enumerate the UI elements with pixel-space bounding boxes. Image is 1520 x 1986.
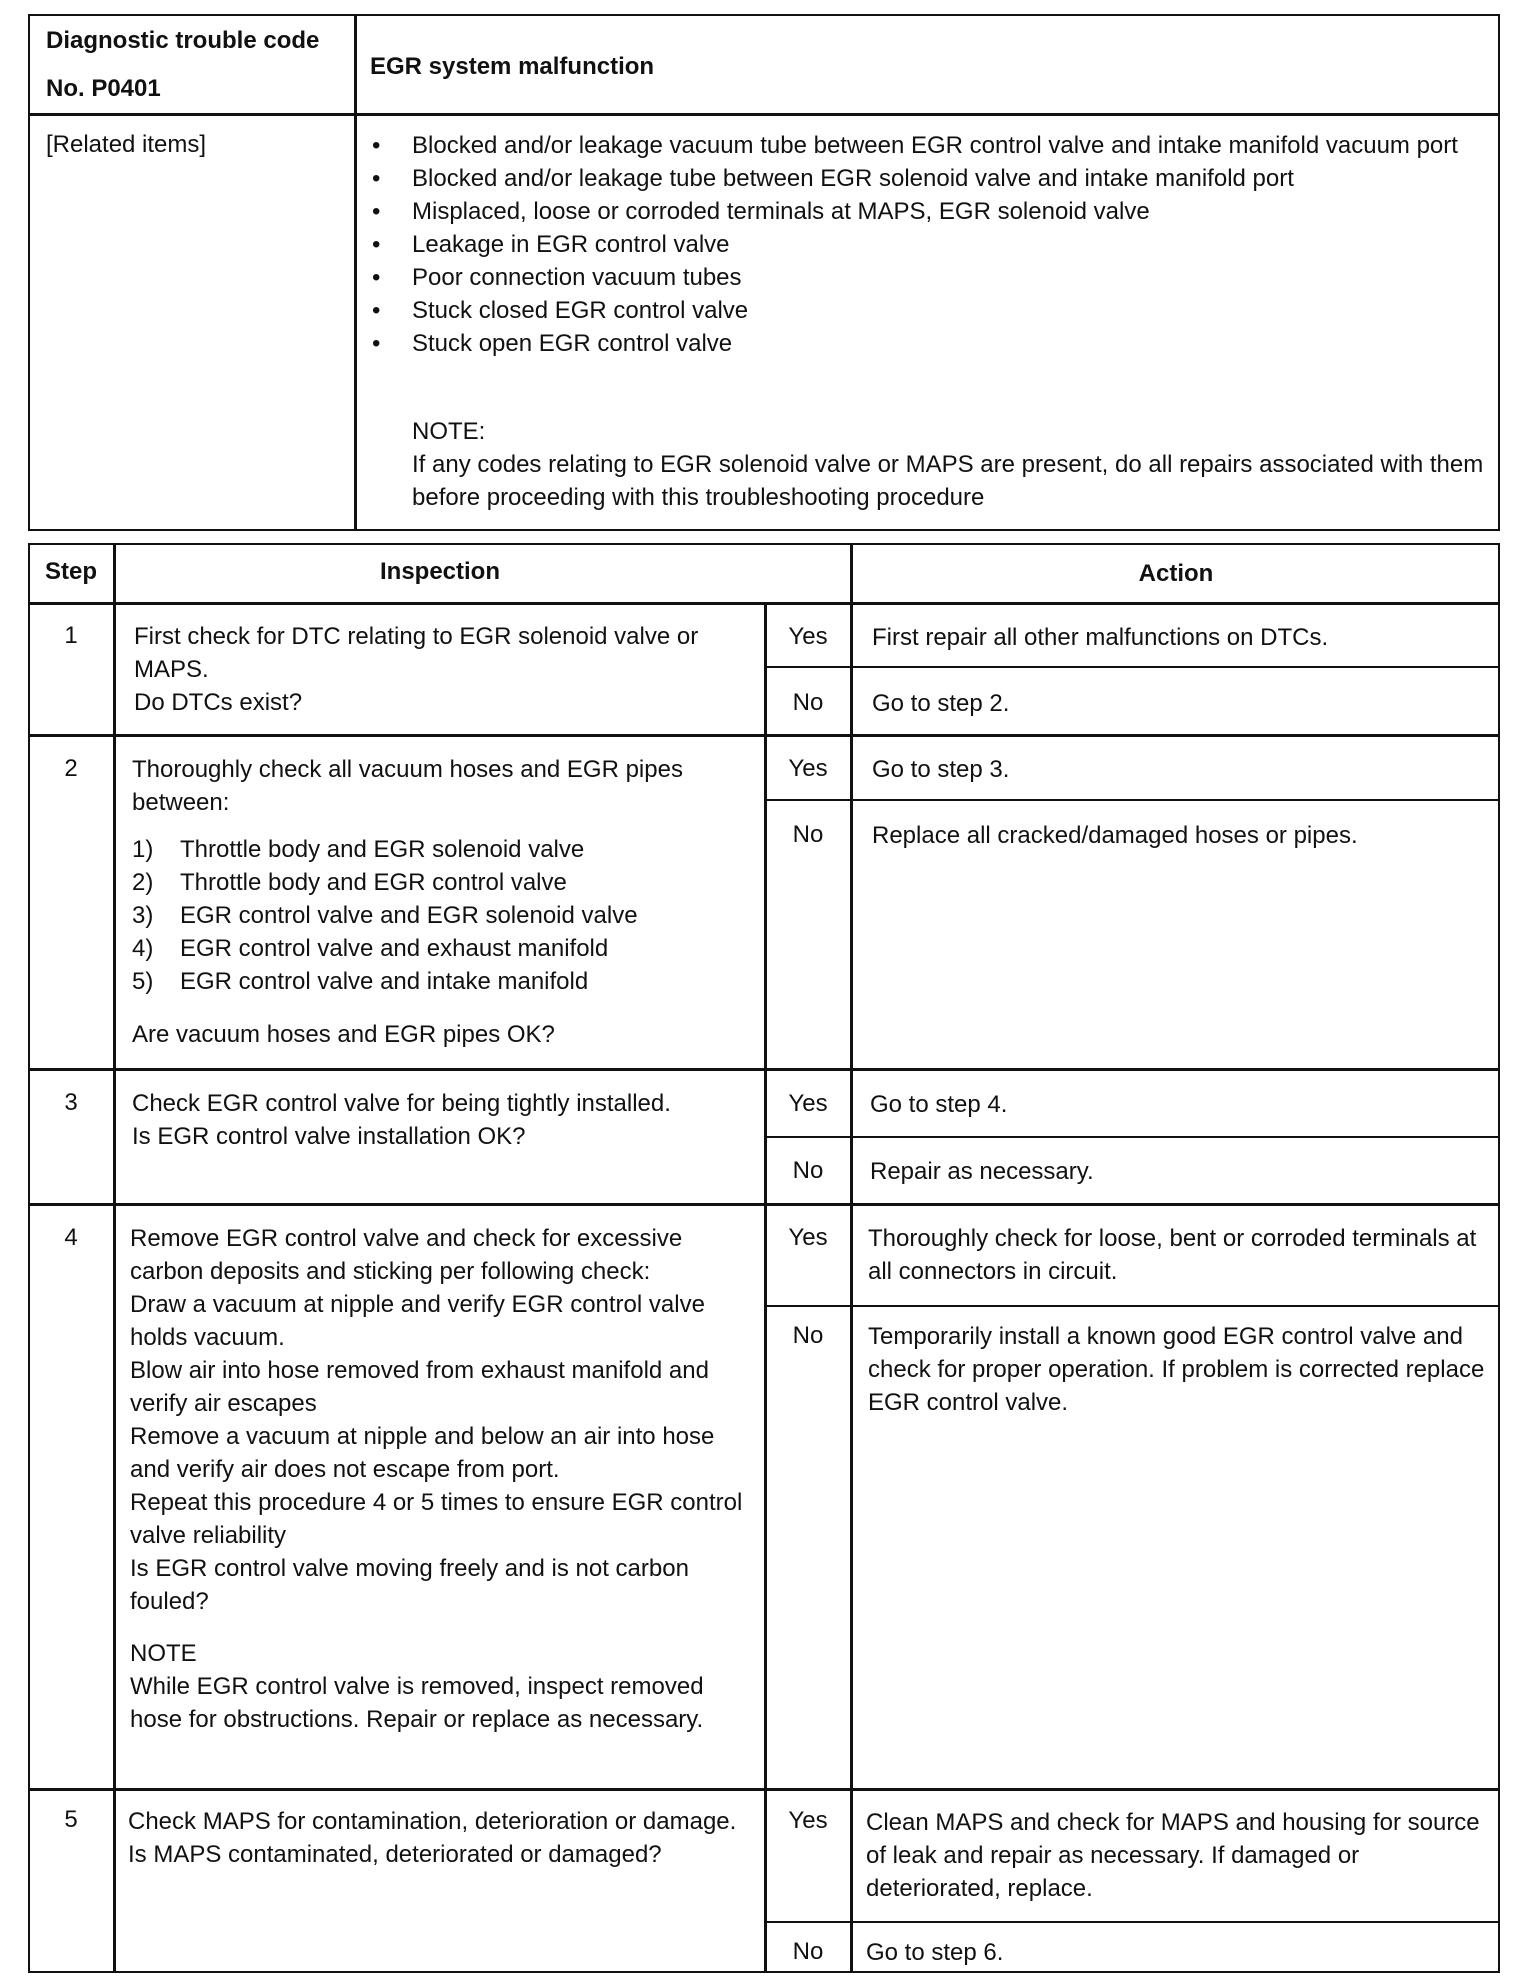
- yes-label: Yes: [788, 623, 828, 650]
- row-separator: [28, 734, 1500, 737]
- step-inspection: Check MAPS for contamination, deterioration or damage. Is MAPS contaminated, deteriorated or damaged?: [128, 1808, 737, 1868]
- check-list-item: 1) Throttle body and EGR solenoid valve: [132, 836, 585, 863]
- step-number: 5: [64, 1806, 78, 1833]
- row-separator: [28, 1068, 1500, 1071]
- yes-no-separator: [764, 666, 1500, 668]
- check-list-item: 4) EGR control valve and exhaust manifold: [132, 935, 609, 962]
- yes-label: Yes: [788, 755, 828, 782]
- no-label: No: [792, 1322, 824, 1349]
- no-label: No: [792, 1938, 824, 1965]
- yes-label: Yes: [788, 1224, 828, 1251]
- step-number: 1: [64, 622, 78, 649]
- step-question: Are vacuum hoses and EGR pipes OK?: [132, 1021, 555, 1048]
- step-number: 2: [64, 755, 78, 782]
- step-inspection: Check EGR control valve for being tightly installed. Is EGR control valve installation OK?: [132, 1090, 671, 1150]
- step-inspection: Remove EGR control valve and check for excessive carbon deposits and sticking per following check: Draw a vacuum at nipple and verify EGR control valve holds vacuum. Blow air into hose removed from exhaust manifold and verify air escapes Remove a vacuum at nipple and below an air into hose and verify air does not escape from port. Repeat this procedure 4 or 5 times to ensure EGR control valve reliability Is EGR control valve moving freely and is not carbon fouled?: [130, 1225, 743, 1615]
- yes-action: Go to step 4.: [870, 1091, 1008, 1118]
- step-number: 3: [64, 1089, 78, 1116]
- check-list-item: 3) EGR control valve and EGR solenoid valve: [132, 902, 638, 929]
- related-item: • Stuck open EGR control valve: [360, 327, 1490, 360]
- step-check-list: [132, 833, 752, 998]
- dtc-label-line1: Diagnostic trouble code: [46, 27, 320, 54]
- no-action: Go to step 6.: [866, 1939, 1004, 1966]
- yes-label: Yes: [788, 1090, 828, 1117]
- yes-no-separator: [764, 1305, 1500, 1307]
- header-note-text: If any codes relating to EGR solenoid valve or MAPS are present, do all repairs associated with them before proceeding with this troubleshooting procedure: [412, 451, 1484, 511]
- column-header-action: Action: [1138, 560, 1214, 587]
- dtc-title: EGR system malfunction: [370, 53, 655, 80]
- related-item: • Blocked and/or leakage tube between EGR solenoid valve and intake manifold port: [360, 162, 1490, 195]
- check-list-item: 5) EGR control valve and intake manifold: [132, 968, 589, 995]
- yes-action: Thoroughly check for loose, bent or corroded terminals at all connectors in circuit.: [868, 1225, 1477, 1285]
- no-label: No: [792, 821, 824, 848]
- related-item: • Poor connection vacuum tubes: [360, 261, 1490, 294]
- yes-action: Go to step 3.: [872, 756, 1010, 783]
- step-inspection: Thoroughly check all vacuum hoses and EGR pipes between:: [132, 756, 683, 816]
- no-action: Temporarily install a known good EGR control valve and check for proper operation. If problem is corrected replace EGR control valve.: [868, 1323, 1485, 1416]
- no-label: No: [792, 689, 824, 716]
- related-item: • Misplaced, loose or corroded terminals at MAPS, EGR solenoid valve: [360, 195, 1490, 228]
- yes-action: Clean MAPS and check for MAPS and housing for source of leak and repair as necessary. If damaged or deteriorated, replace.: [866, 1809, 1480, 1902]
- related-item: • Leakage in EGR control valve: [360, 228, 1490, 261]
- yes-label: Yes: [788, 1807, 828, 1834]
- related-items-label: [Related items]: [46, 131, 207, 158]
- column-header-inspection: Inspection: [379, 558, 500, 585]
- row-separator: [28, 1788, 1500, 1791]
- column-header-step: Step: [44, 558, 97, 585]
- related-item: • Blocked and/or leakage vacuum tube between EGR control valve and intake manifold vacuum port: [360, 129, 1490, 162]
- related-items-list: [360, 129, 1490, 360]
- related-item: • Stuck closed EGR control valve: [360, 294, 1490, 327]
- step-inspection: First check for DTC relating to EGR solenoid valve or MAPS. Do DTCs exist?: [134, 623, 699, 716]
- no-action: Repair as necessary.: [870, 1158, 1094, 1185]
- yes-no-separator: [764, 1136, 1500, 1138]
- col-divider-yesno: [764, 603, 767, 1973]
- row-separator: [28, 1203, 1500, 1206]
- step-number: 4: [64, 1224, 78, 1251]
- yes-no-separator: [764, 799, 1500, 801]
- col-divider-action: [850, 603, 853, 1973]
- yes-action: First repair all other malfunctions on DTCs.: [872, 624, 1329, 651]
- header-divider-vertical: [354, 14, 357, 531]
- no-label: No: [792, 1157, 824, 1184]
- step-note-title: NOTE: [130, 1640, 197, 1667]
- header-divider-horizontal: [28, 113, 1500, 116]
- yes-no-separator: [764, 1921, 1500, 1923]
- step-note-text: While EGR control valve is removed, inspect removed hose for obstructions. Repair or replace as necessary.: [130, 1673, 704, 1733]
- header-note-title: NOTE:: [412, 418, 486, 445]
- no-action: Go to step 2.: [872, 690, 1010, 717]
- dtc-label-line2: No. P0401: [46, 75, 161, 102]
- check-list-item: 2) Throttle body and EGR control valve: [132, 869, 567, 896]
- no-action: Replace all cracked/damaged hoses or pipes.: [872, 822, 1358, 849]
